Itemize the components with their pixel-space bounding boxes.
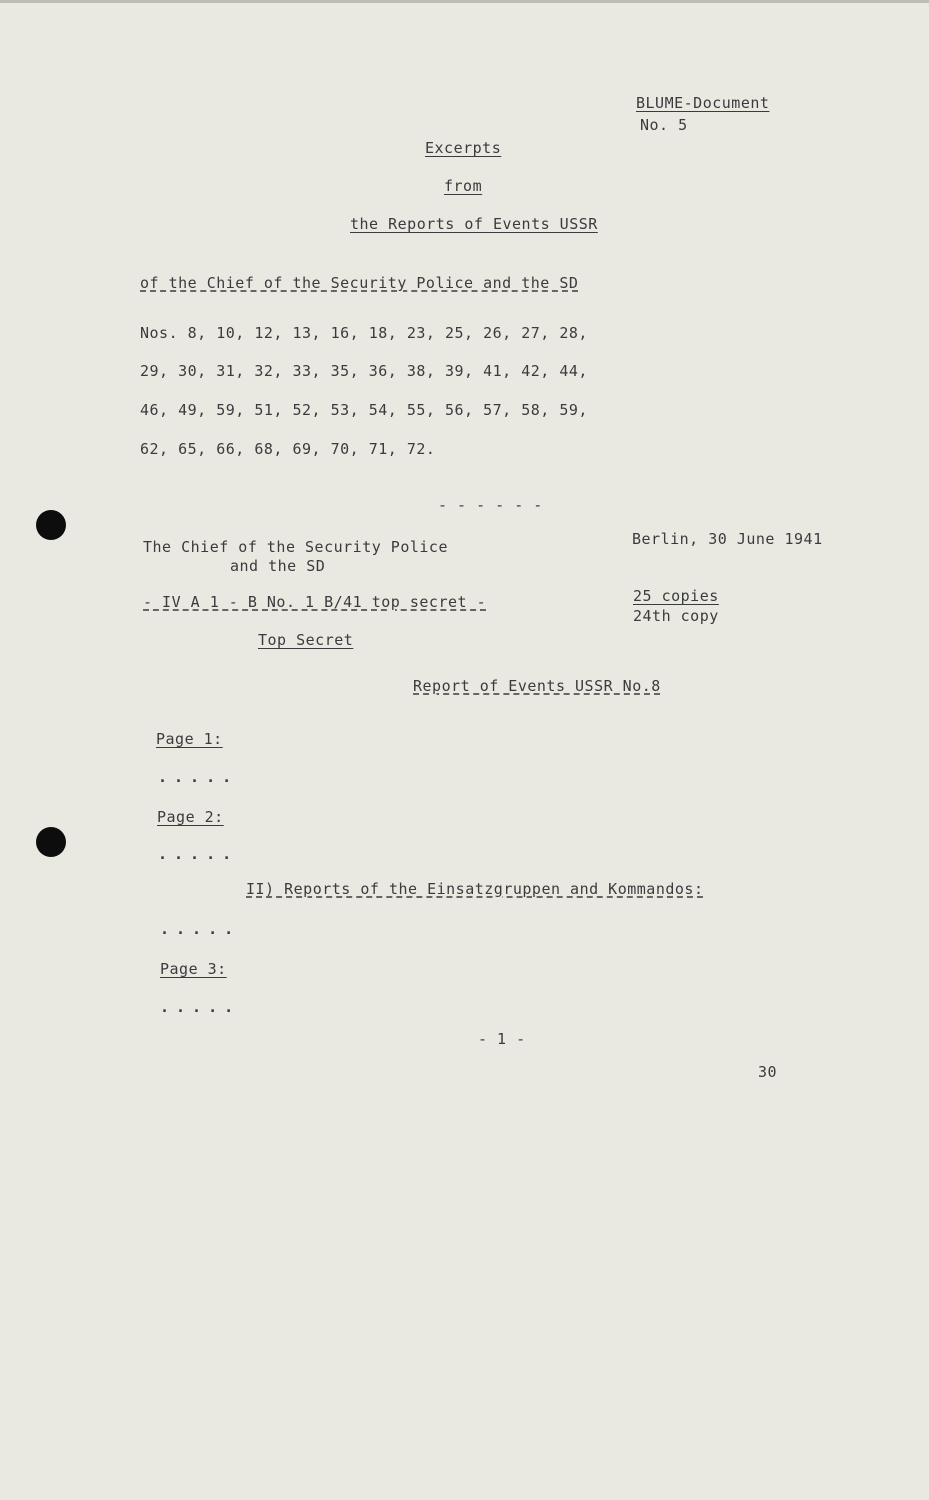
report-numbers-line-3: 46, 49, 59, 51, 52, 53, 54, 55, 56, 57, 58, 59,	[140, 401, 588, 419]
copy-number: 24th copy	[633, 607, 719, 625]
report-numbers-line-1: Nos. 8, 10, 12, 13, 16, 18, 23, 25, 26, 27, 28,	[140, 324, 588, 342]
section-ii-heading: II) Reports of the Einsatzgruppen and Kommandos:	[246, 880, 704, 898]
punch-hole-top	[36, 510, 66, 540]
report-numbers-line-4: 62, 65, 66, 68, 69, 70, 71, 72.	[140, 440, 436, 458]
document-number: No. 5	[640, 116, 688, 134]
classification: Top Secret	[258, 631, 354, 649]
heading-excerpts: Excerpts	[425, 139, 502, 157]
heading-reports: the Reports of Events USSR	[350, 215, 598, 233]
page-top-edge	[0, 0, 929, 3]
sender-line-1: The Chief of the Security Police	[143, 538, 448, 556]
archive-number: 30	[758, 1063, 778, 1081]
omission-4: .....	[160, 998, 241, 1016]
page-1-label: Page 1:	[156, 730, 223, 748]
document-reference: BLUME-Document	[636, 94, 770, 112]
sender-line-2: and the SD	[230, 557, 326, 575]
heading-from: from	[444, 177, 483, 195]
omission-3: .....	[160, 920, 241, 938]
omission-1: .....	[158, 768, 239, 786]
page-3-label: Page 3:	[160, 960, 227, 978]
punch-hole-bottom	[36, 827, 66, 857]
file-reference: - IV A 1 - B No. 1 B/41 top secret -	[143, 593, 487, 611]
copies-count: 25 copies	[633, 587, 719, 605]
place-date: Berlin, 30 June 1941	[632, 530, 823, 548]
page-number: - 1 -	[478, 1030, 526, 1048]
page-2-label: Page 2:	[157, 808, 224, 826]
report-title: Report of Events USSR No.8	[413, 677, 661, 695]
omission-2: .....	[158, 845, 239, 863]
separator: - - - - - -	[438, 496, 543, 514]
heading-chief: of the Chief of the Security Police and the SD	[140, 274, 579, 292]
report-numbers-line-2: 29, 30, 31, 32, 33, 35, 36, 38, 39, 41, 42, 44,	[140, 362, 588, 380]
